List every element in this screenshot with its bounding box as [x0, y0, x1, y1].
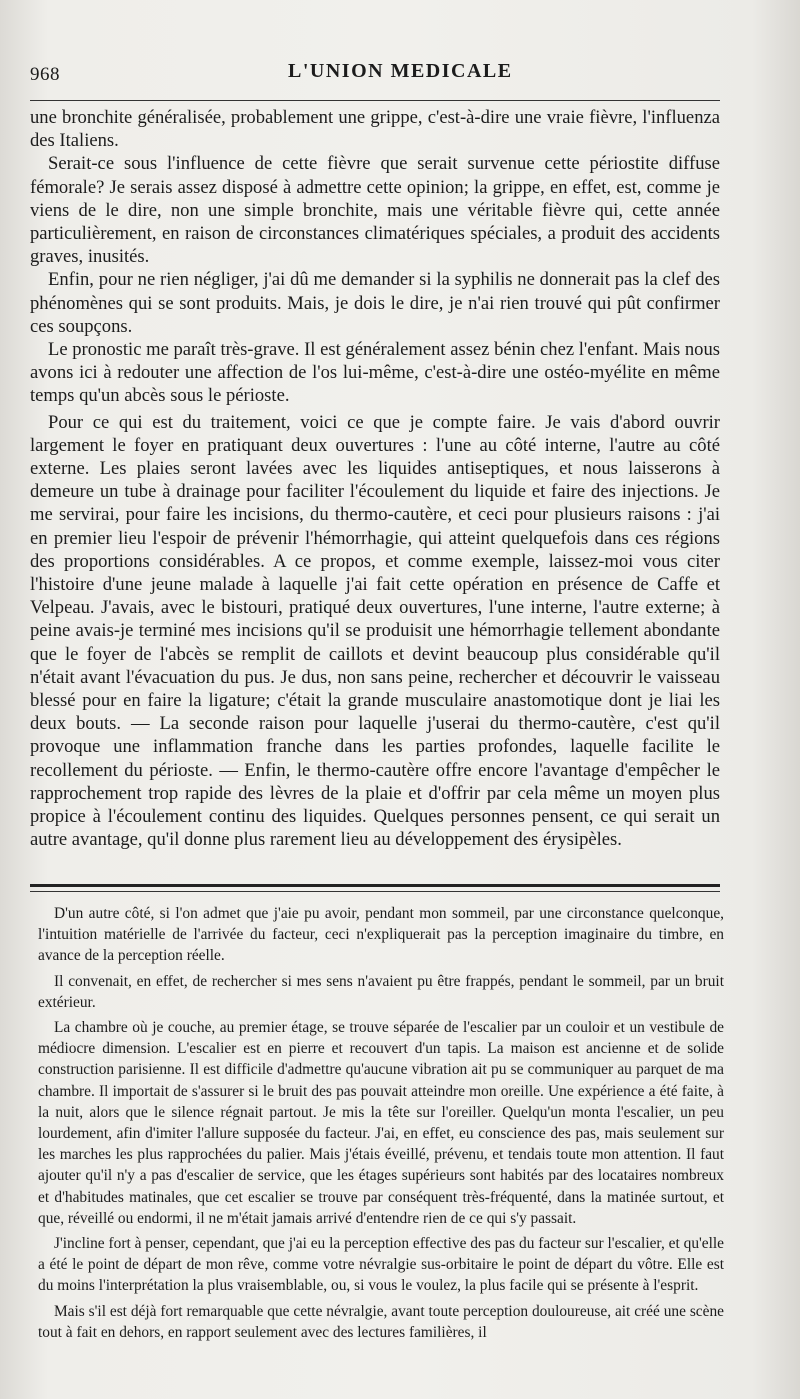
article-paragraph: Pour ce qui est du traitement, voici ce que je compte faire. Je vais d'abord ouvrir largement le foyer en pratiquant deux ouvertures : l'une au côté interne, l'autre au côté externe. Les plaies seront lavées avec les liquides antiseptiques, et nous laisserons à demeure un tube à drainage pour faciliter l'écoulement du liquide et faire des injections. Je me servirai, pour faire les incisions, du thermo-cautère, et ceci pour plusieurs raisons : j'ai en premier lieu l'espoir de prévenir l'hémorrhagie, qui atteint quelquefois dans ces régions des proportions considérables. A ce propos, et comme exemple, laissez-moi vous citer l'histoire d'une jeune malade à laquelle j'ai fait cette opération en présence de Caffe et Velpeau. J'avais, avec le bistouri, pratiqué deux ouvertures, l'une interne, l'autre externe; à peine avais-je terminé mes incisions qu'il se produisit une hémorrhagie tellement abondante que le foyer de l'abcès se remplit de caillots et devint beaucoup plus considérable qu'il n'était avant l'évacuation du pus. Je dus, non sans peine, rechercher et découvrir le vaisseau blessé pour en faire la ligature; c'était la grande musculaire anastomotique dont je liai les deux bouts. — La seconde raison pour laquelle j'userai du thermo-cautère, c'est qu'il provoque une inflammation franche dans les parties profondes, laquelle facilite le recollement du périoste. — Enfin, le thermo-cautère offre encore l'avantage d'empêcher le rapprochement trop rapide des lèvres de la plaie et d'offrir par cela même un moyen plus propice à l'écoulement continu des liquides. Quelques personnes pensent, ce qui serait un autre avantage, qu'il donne plus rarement lieu au développement des érysipèles. — [30, 411, 720, 851]
feuilleton-section — [38, 903, 724, 1343]
feuilleton-paragraph: Il convenait, en effet, de rechercher si mes sens n'avaient pu être frappés, pendant le sommeil, par un bruit extérieur. — [38, 972, 724, 1011]
feuilleton-paragraph: Mais s'il est déjà fort remarquable que cette névralgie, avant toute perception douloureuse, ait créé une scène tout à fait en dehors, en rapport seulement avec des lectures familières, il — [38, 1302, 724, 1341]
main-article — [30, 106, 720, 852]
article-paragraph: une bronchite généralisée, probablement une grippe, c'est-à-dire une vraie fièvre, l'influenza des Italiens. — [30, 107, 720, 152]
feuilleton-rule-top — [30, 884, 720, 887]
feuilleton-paragraph: La chambre où je couche, au premier étage, se trouve séparée de l'escalier par un couloir et un vestibule de médiocre dimension. L'escalier est en pierre et recouvert d'un tapis. La maison est ancienne et de solide construction parisienne. Il est difficile d'admettre qu'aucune vibration ait pu se communiquer au parquet de ma chambre. Il importait de s'assurer si le bruit des pas pouvait atteindre mon oreille. Une expérience a été faite, à la nuit, alors que le silence régnait partout. Je mis la tête sur l'oreiller. Quelqu'un monta l'escalier, un peu lourdement, afin d'imiter l'allure supposée du facteur. J'ai, en effet, eu conscience des pas, mais seulement sur les marches les plus rapprochées du palier. Mais j'étais éveillé, prévenu, et tendais toute mon attention. Il faut ajouter qu'il n'y a pas d'escalier de service, que les étages supérieurs sont habités par des locataires nombreux et d'habitudes matinales, que cet escalier se trouve par conséquent très-fréquenté, dans la matinée surtout, et que, réveillé ou endormi, il ne m'était jamais arrivé d'entendre rien de ce qui s'y passait. — [38, 1019, 724, 1227]
article-paragraph: Le pronostic me paraît très-grave. Il est généralement assez bénin chez l'enfant. Mais nous avons ici à redouter une affection de l'os lui-même, c'est-à-dire une ostéo-myélite en même temps qu'un abcès sous le périoste. — [30, 339, 720, 407]
article-paragraph: Enfin, pour ne rien négliger, j'ai dû me demander si la syphilis ne donnerait pas la clef des phénomènes qui se sont produits. Mais, je dois le dire, je n'ai rien trouvé qui pût confirmer ces soupçons. — [30, 269, 720, 337]
article-paragraph: Serait-ce sous l'influence de cette fièvre que serait survenue cette périostite diffuse fémorale? Je serais assez disposé à admettre cette opinion; la grippe, en effet, est, comme je viens de le dire, non une simple bronchite, mais une véritable fièvre qui, cette année particulièrement, en raison de circonstances climatériques spéciales, a produit des accidents graves, inusités. — [30, 153, 720, 268]
page-number: 968 — [30, 64, 60, 85]
feuilleton-paragraph: D'un autre côté, si l'on admet que j'aie pu avoir, pendant mon sommeil, par une circonstance quelconque, l'intuition matérielle de l'arrivée du facteur, ceci n'expliquerait pas la perception imaginaire du timbre, en avance de la perception réelle. — [38, 905, 724, 965]
running-title: L'UNION MEDICALE — [288, 60, 513, 82]
page-header — [30, 58, 720, 88]
feuilleton-rule-bottom — [30, 891, 720, 892]
feuilleton-paragraph: J'incline fort à penser, cependant, que j'ai eu la perception effective des pas du facteur sur l'escalier, et qu'elle a été le point de départ de mon rêve, comme votre névralgie sus-orbitaire le point de départ du vôtre. Elle est du moins l'interprétation la plus vraisemblable, ou, si vous le voulez, la plus facile qui se présente à l'esprit. — [38, 1235, 724, 1295]
header-rule — [30, 100, 720, 101]
